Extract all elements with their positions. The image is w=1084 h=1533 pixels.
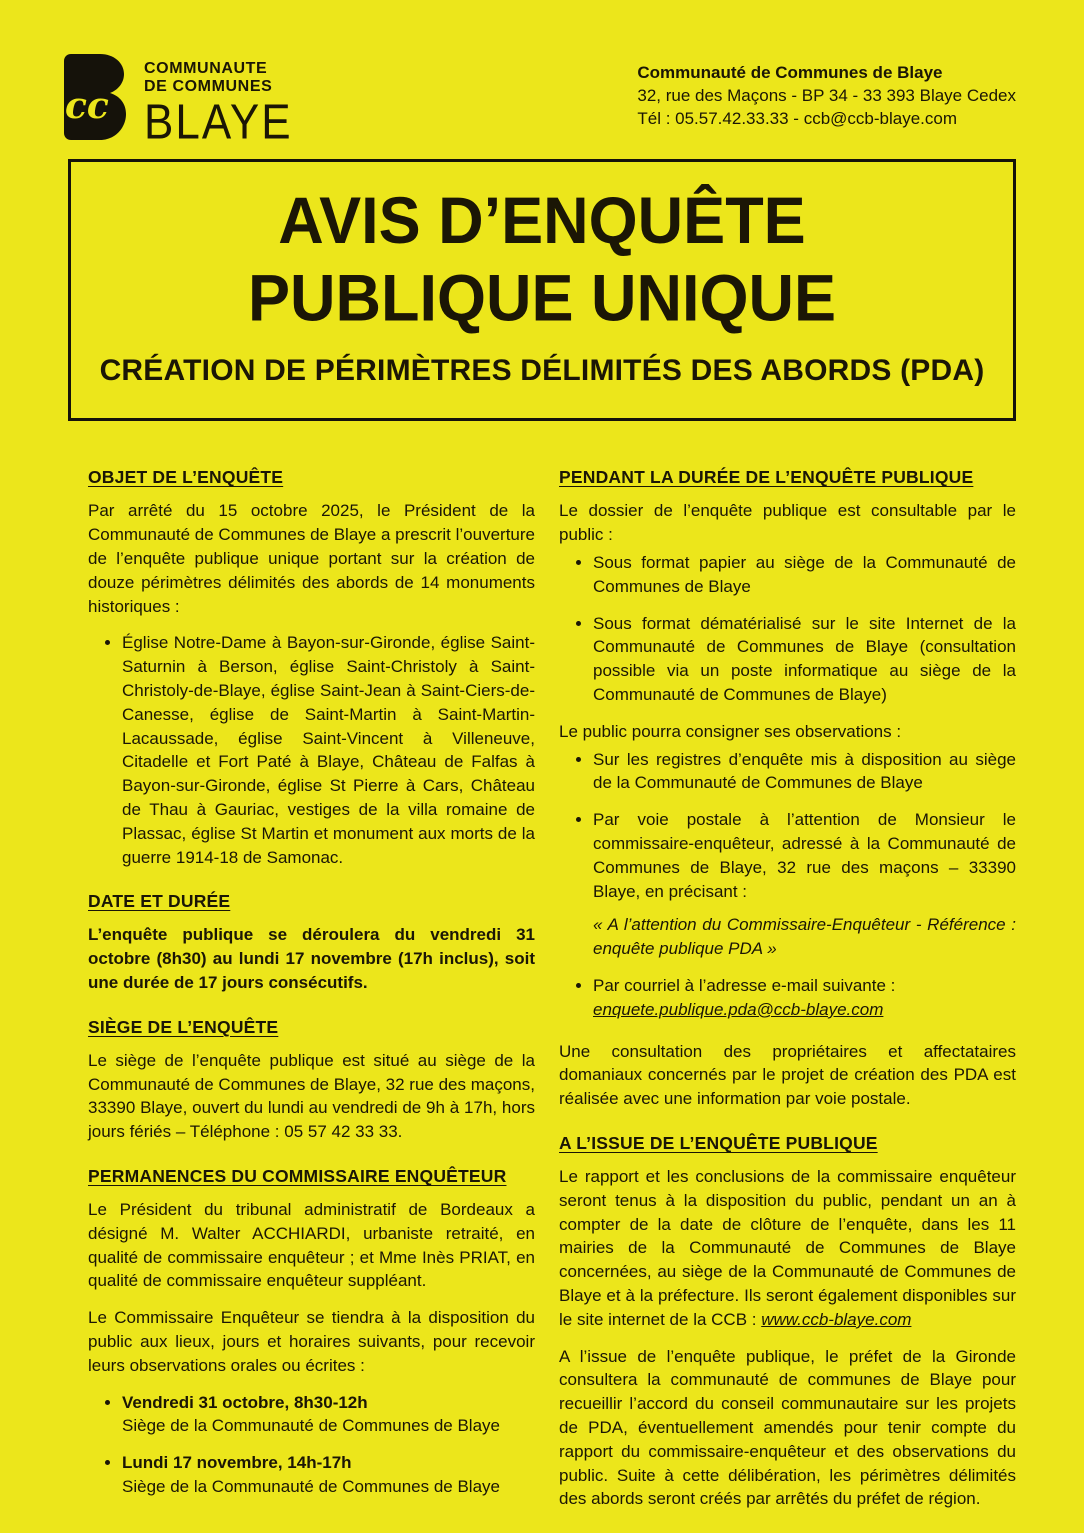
section-date-duree <box>88 891 535 994</box>
pendant-intro-1: Le dossier de l’enquête publique est consultable par le public : <box>559 501 1016 545</box>
pendant-intro-2: Le public pourra consigner ses observations : <box>559 721 902 741</box>
banner-title-line1: AVIS D’ENQUÊTE <box>278 183 806 258</box>
banner-title <box>81 182 1003 338</box>
list-item: • Sous format papier au siège de la Communauté de Communes de Blaye <box>593 551 1016 599</box>
logo-name: BLAYE <box>144 94 293 150</box>
right-column <box>559 467 1016 1533</box>
objet-paragraph: Par arrêté du 15 octobre 2025, le Président de la Communauté de Communes de Blaye a prescrit l’ouverture de l’enquête publique unique portant sur la création de douze périmètres délimités des abords de 14 monuments historiques : <box>88 501 535 616</box>
section-siege-heading: SIÈGE DE L’ENQUÊTE <box>88 1016 279 1037</box>
ccb-logo <box>64 54 293 150</box>
reference-quote: « A l’attention du Commissaire-Enquêteur - Référence : enquête publique PDA » <box>593 915 1016 959</box>
issue-paragraph-1 <box>559 1165 1016 1332</box>
contact-phone-email: Tél : 05.57.42.33.33 - ccb@ccb-blaye.com <box>637 108 957 128</box>
section-issue <box>559 1133 1016 1511</box>
consultation-format-list <box>559 551 1016 707</box>
list-item: • Sur les registres d’enquête mis à disposition au siège de la Communauté de Communes de Blaye <box>593 748 1016 796</box>
list-item: • Sous format dématérialisé sur le site Internet de la Communauté de Communes de Blaye (consultation possible via un poste informatique au siège de la Communauté de Communes de Blaye) <box>593 612 1016 707</box>
slot-place: Siège de la Communauté de Communes de Blaye <box>122 1416 500 1436</box>
permanences-paragraph-2: Le Commissaire Enquêteur se tiendra à la disposition du public aux lieux, jours et horaires suivants, pour recevoir leurs observations orales ou écrites : <box>88 1308 535 1375</box>
issue-paragraph-1-text: Le rapport et les conclusions de la commissaire enquêteur seront tenus à la disposition du public, pendant un an à compter de la date de clôture de l’enquête, dans les 11 mairies de la Communauté de Communes de Blaye concernées, au siège de la Communauté de Communes de Blaye et à la préfecture. Ils seront également disponibles sur le site internet de la CCB : <box>559 1167 1016 1329</box>
logo-line1: COMMUNAUTE <box>144 60 268 77</box>
slot-place: Siège de la Communauté de Communes de Blaye <box>122 1476 500 1496</box>
slot-date: • Vendredi 31 octobre, 8h30-12h <box>122 1392 368 1412</box>
section-siege <box>88 1017 535 1144</box>
list-item <box>593 808 1016 961</box>
section-permanences-heading: PERMANENCES DU COMMISSAIRE ENQUÊTEUR <box>88 1166 507 1186</box>
header <box>0 0 1084 150</box>
slot-date: • Lundi 17 novembre, 14h-17h <box>122 1453 352 1473</box>
ccb-logo-mark-icon <box>64 54 132 140</box>
monuments-list <box>88 631 535 869</box>
email-instructions: • Par courriel à l’adresse e-mail suivante : <box>593 976 896 996</box>
logo-b-icon <box>64 54 132 140</box>
section-objet-heading: OBJET DE L’ENQUÊTE <box>88 467 284 488</box>
section-pendant <box>559 467 1016 1111</box>
permanence-slot <box>122 1451 535 1499</box>
left-column <box>88 467 535 1533</box>
section-date-duree-heading: DATE ET DURÉE <box>88 891 231 912</box>
svg-text:cc: cc <box>65 85 109 127</box>
content-columns <box>88 467 1016 1533</box>
permanences-paragraph-1: Le Président du tribunal administratif de Bordeaux a désigné M. Walter ACCHIARDI, urbaniste retraité, en qualité de commissaire enquêteur ; et Mme Inès PRIAT, en qualité de commissaire enquêteur suppléant. <box>88 1200 535 1291</box>
consultation-proprietaires-paragraph: Une consultation des propriétaires et affectataires domaniaux concernés par le projet de création des PDA est réalisée avec une information par voie postale. <box>559 1041 1016 1109</box>
siege-paragraph: Le siège de l’enquête publique est situé au siège de la Communauté de Communes de Blaye, 32 rue des maçons, 33390 Blaye, ouvert du lundi au vendredi de 9h à 17h, hors jours fériés – Téléphone : 05 57 42 33 33. <box>88 1050 535 1142</box>
section-objet <box>88 467 535 869</box>
banner-title-line2: PUBLIQUE UNIQUE <box>247 261 837 336</box>
list-item: • Église Notre-Dame à Bayon-sur-Gironde, église Saint-Saturnin à Berson, église Saint-Christoly à Saint-Christoly-de-Blaye, église Saint-Jean à Saint-Ciers-de-Canesse, église de Saint-Martin à Saint-Martin-Lacaussade, église Saint-Vincent à Villeneuve, Citadelle et Fort Paté à Blaye, Château de Falfas à Bayon-sur-Gironde, église St Pierre à Cars, Château de Thau à Gauriac, vestiges de la villa romaine de Plassac, église St Martin et monument aux morts de la guerre 1914-18 de Samonac. <box>122 631 535 869</box>
title-banner <box>68 159 1016 422</box>
list-item <box>593 974 1016 1022</box>
ccb-website-link[interactable]: www.ccb-blaye.com <box>761 1309 912 1329</box>
banner-subtitle: CRÉATION DE PÉRIMÈTRES DÉLIMITÉS DES ABORDS (PDA) <box>99 354 985 388</box>
contact-name: Communauté de Communes de Blaye <box>637 63 943 82</box>
permanence-slots <box>88 1391 535 1499</box>
section-pendant-heading: PENDANT LA DURÉE DE L’ENQUÊTE PUBLIQUE <box>559 467 974 488</box>
issue-paragraph-2: A l’issue de l’enquête publique, le préfet de la Gironde consultera la communauté de communes de Blaye pour recueillir l’accord du conseil communautaire sur les projets de PDA, éventuellement amendés pour tenir compte du rapport du commissaire-enquêteur et des observations du public. Suite à cette délibération, les périmètres délimités des abords seront créés par arrêtés du préfet de région. <box>559 1346 1016 1509</box>
logo-text <box>144 54 293 150</box>
postal-instructions: Par voie postale à l’attention de Monsieur le commissaire-enquêteur, adressé à la Communauté de Communes de Blaye, 32 rue des maçons – 33390 Blaye, en précisant : <box>593 810 1016 901</box>
logo-line2: DE COMMUNES <box>144 77 273 95</box>
section-permanences <box>88 1166 535 1499</box>
permanence-slot <box>122 1391 535 1439</box>
section-issue-heading: A L’ISSUE DE L’ENQUÊTE PUBLIQUE <box>559 1133 878 1153</box>
contact-block <box>637 54 1016 131</box>
enquiry-email-link[interactable]: enquete.publique.pda@ccb-blaye.com <box>593 999 884 1019</box>
contact-address: 32, rue des Maçons - BP 34 - 33 393 Blaye Cedex <box>637 85 1016 105</box>
date-duree-paragraph: L’enquête publique se déroulera du vendredi 31 octobre (8h30) au lundi 17 novembre (17h inclus), soit une durée de 17 jours consécutifs. <box>88 925 535 993</box>
observations-list <box>559 748 1016 1022</box>
